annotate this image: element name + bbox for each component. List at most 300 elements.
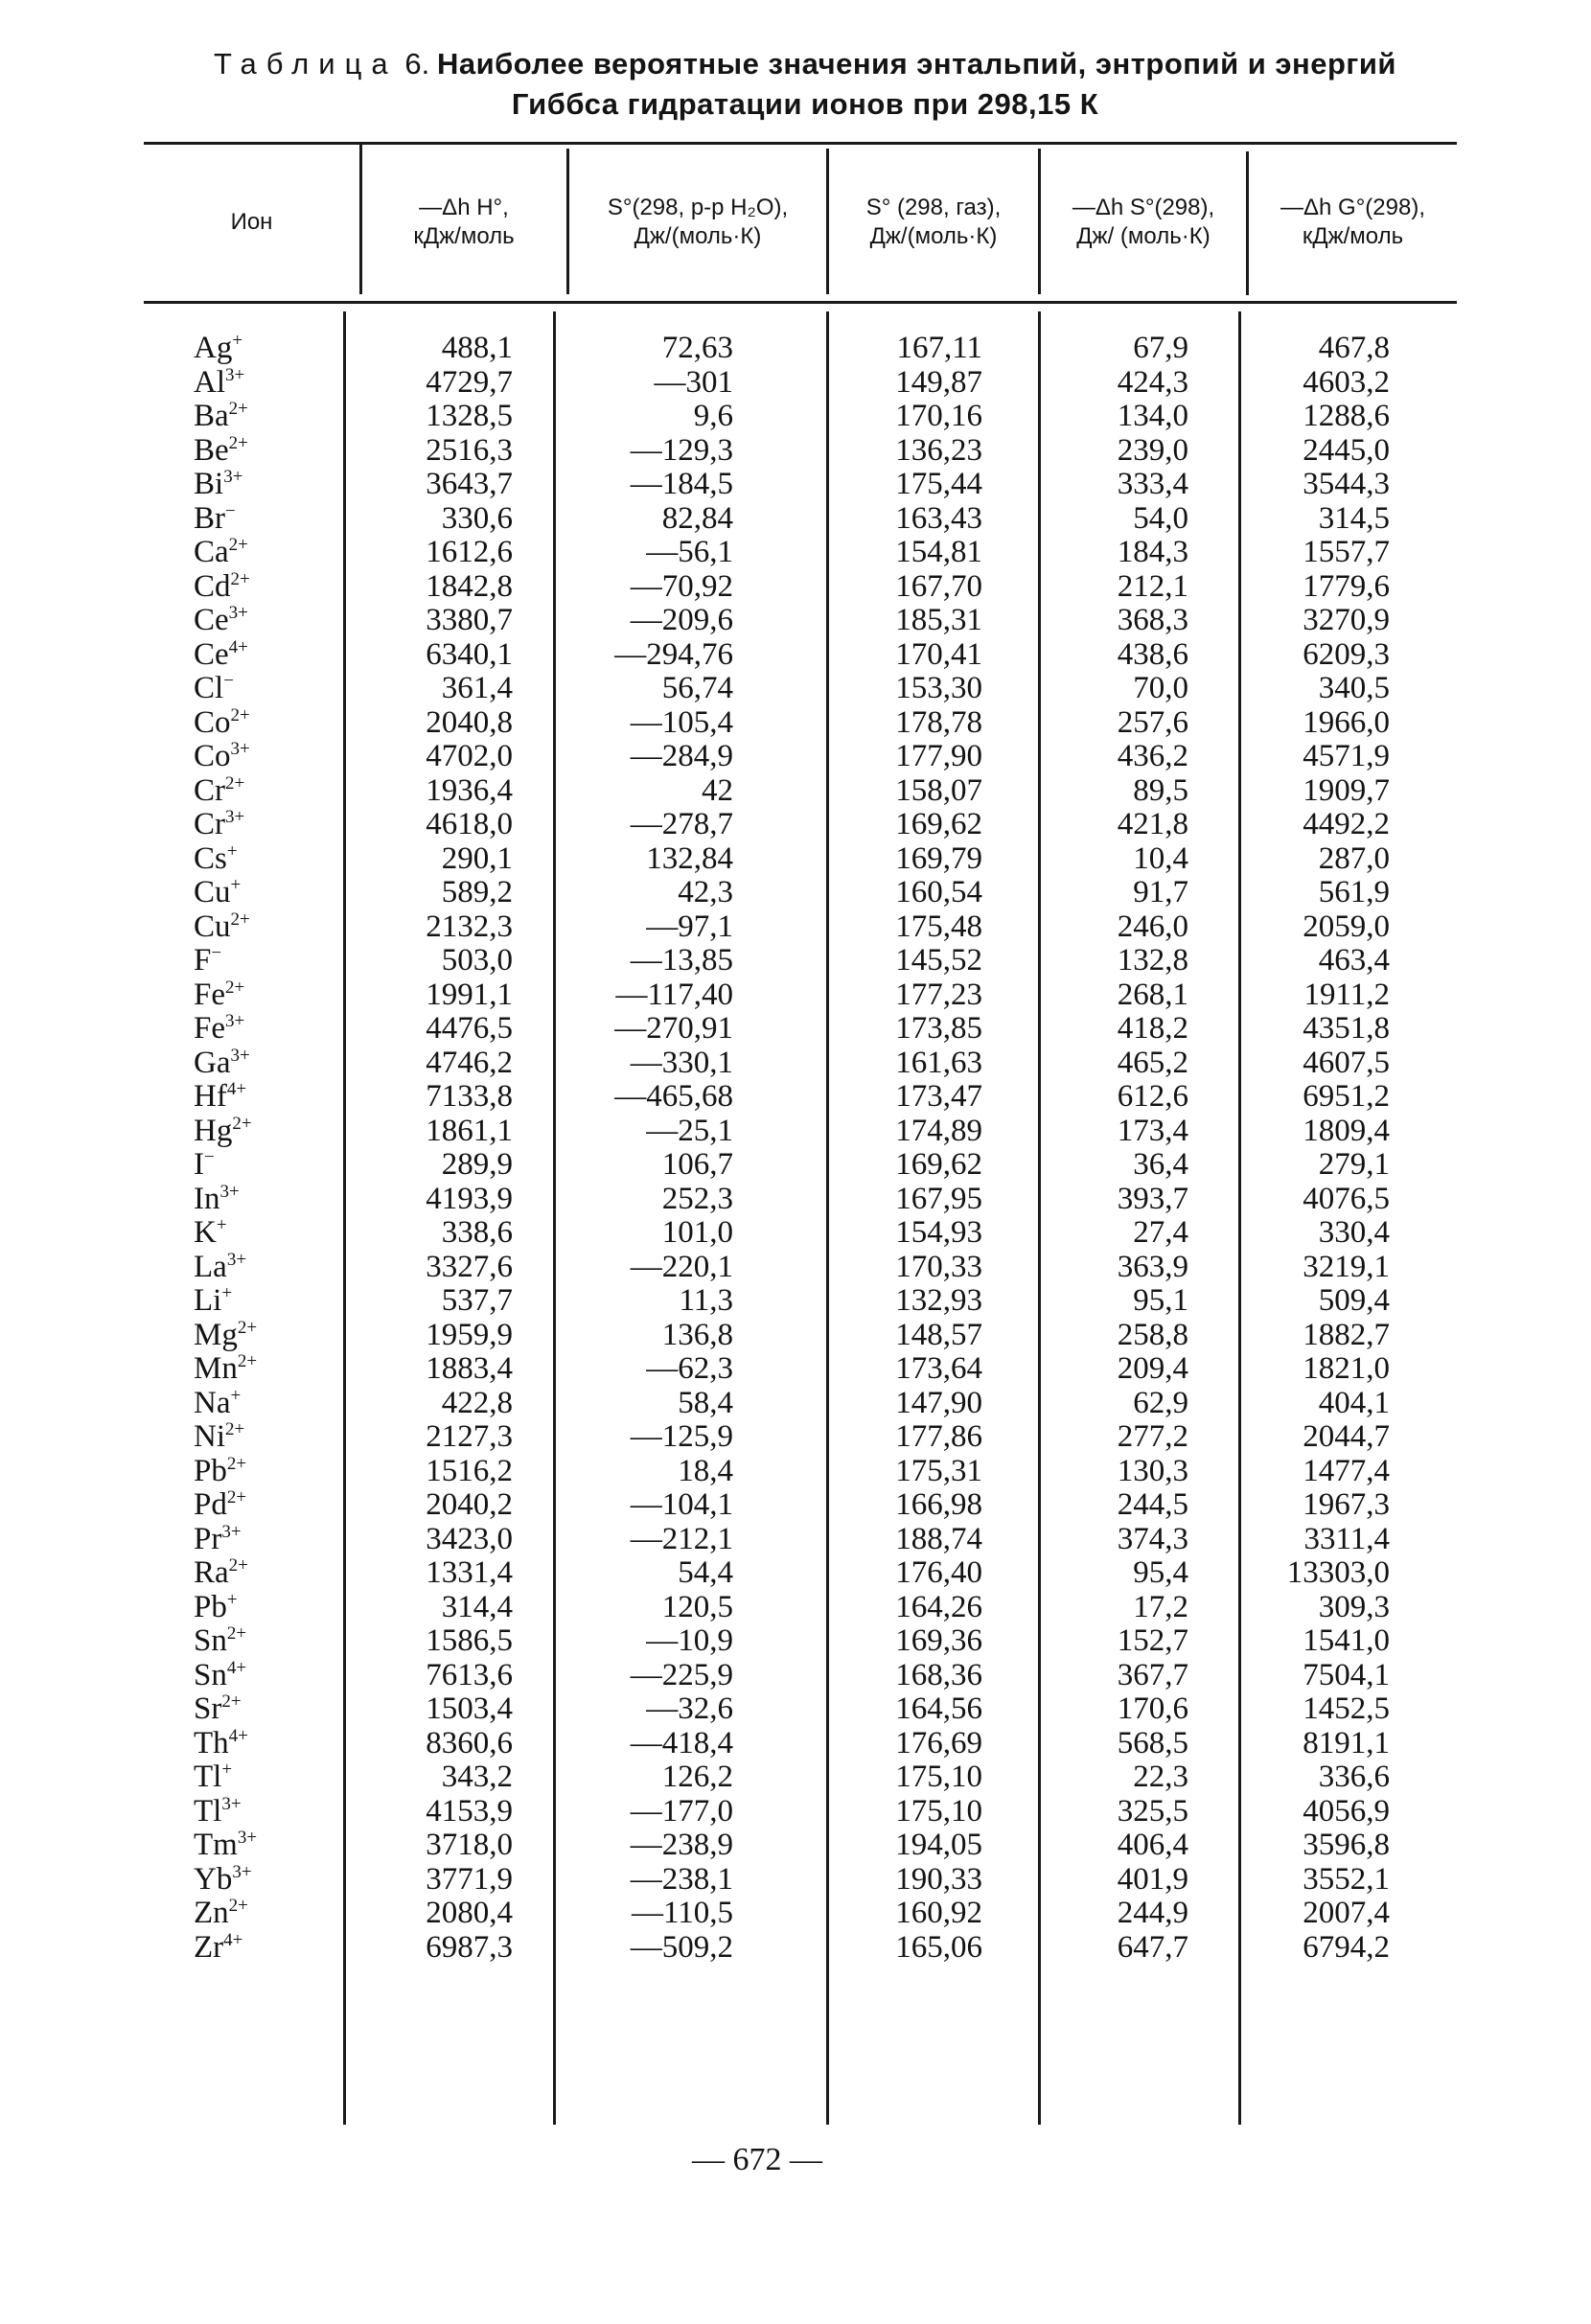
enthalpy-cell: 2040,8 [426,704,513,740]
entropy-gas-cell: 175,10 [895,1760,982,1794]
ion-cell [194,400,337,434]
gibbs-energy-cell: 1288,6 [1303,399,1390,433]
body-divider-5 [1238,311,1241,2125]
enthalpy-cell: 3327,6 [426,1249,513,1284]
enthalpy-cell: 6987,3 [426,1929,513,1965]
gibbs-energy-cell: 4056,9 [1303,1793,1390,1829]
ion-cell [194,842,337,877]
ion-charge: 4+ [228,636,248,657]
ion-symbol: Ca [194,535,229,569]
ion-charge: 2+ [228,1896,248,1916]
ion-charge: 2+ [232,1113,252,1134]
entropy-gas-cell: 175,48 [895,909,982,944]
gibbs-energy-cell: 1909,7 [1303,772,1390,808]
ion-cell [194,706,337,741]
entropy-solution-cell: —209,6 [630,603,733,637]
entropy-solution-cell: —10,9 [646,1623,733,1658]
entropy-solution-cell: 106,7 [661,1147,733,1182]
ion-symbol: Be [194,432,229,468]
ion-cell [194,1591,337,1625]
gibbs-energy-cell: 279,1 [1318,1147,1390,1182]
header-entropy-solution-line1: S°(298, р-р H₂O), [607,195,789,220]
enthalpy-cell: 2040,2 [426,1487,513,1522]
ion-symbol: Ga [194,1045,231,1080]
ion-symbol: Mg [194,1317,238,1352]
ion-charge: 2+ [226,1623,247,1644]
entropy-gas-cell: 154,93 [895,1215,982,1250]
entropy-gas-cell: 178,78 [895,704,982,740]
ion-charge: + [216,1215,227,1235]
entropy-gas-cell: 164,56 [895,1691,982,1726]
hydration-entropy-cell: 70,0 [1133,671,1188,705]
ion-charge: 3+ [219,1181,240,1202]
ion-cell [194,978,337,1013]
entropy-gas-cell: 188,74 [895,1521,982,1556]
entropy-gas-cell: 147,90 [895,1385,982,1420]
header-enthalpy-line1: —Δh H°, [419,195,509,220]
gibbs-energy-cell: 4492,2 [1303,807,1390,841]
ion-symbol: Mn [194,1351,238,1386]
ion-charge: + [221,1760,233,1780]
hydration-entropy-cell: 436,2 [1117,739,1188,773]
ion-charge: 3+ [228,603,248,623]
entropy-gas-cell: 164,26 [895,1589,982,1624]
ion-cell [194,502,337,537]
hydration-entropy-cell: 10,4 [1133,840,1188,876]
hydration-entropy-cell: 647,7 [1117,1929,1188,1965]
enthalpy-column [364,332,513,1965]
entropy-solution-cell: 58,4 [678,1385,733,1420]
ion-symbol: Cu [194,875,231,909]
hydration-entropy-cell: 209,4 [1117,1351,1188,1386]
hydration-entropy-cell: 91,7 [1133,875,1188,909]
entropy-solution-cell: —212,1 [630,1521,733,1556]
gibbs-energy-cell: 467,8 [1318,331,1390,365]
hydration-entropy-cell: 67,9 [1133,331,1188,365]
gibbs-energy-cell: 1541,0 [1303,1623,1390,1658]
gibbs-energy-cell: 336,6 [1318,1760,1390,1794]
entropy-solution-cell: 120,5 [661,1589,733,1624]
ion-charge: + [221,1283,233,1303]
gibbs-energy-cell: 1477,4 [1303,1453,1390,1488]
ion-symbol: Co [194,704,231,740]
entropy-gas-cell: 145,52 [895,943,982,978]
entropy-solution-cell: —25,1 [646,1113,733,1148]
ion-charge: 4+ [226,1079,247,1099]
entropy-gas-cell: 170,33 [895,1249,982,1284]
table-caption [144,44,1466,125]
ion-cell [194,332,337,366]
ion-cell [194,604,337,638]
gibbs-energy-cell: 2059,0 [1303,909,1390,944]
gibbs-energy-cell: 1966,0 [1303,704,1390,740]
ion-charge: 2+ [230,909,250,930]
ion-symbol: Ni [194,1419,225,1454]
entropy-solution-cell: 11,3 [679,1283,733,1318]
enthalpy-cell: 330,6 [441,500,513,536]
ion-cell [194,468,337,502]
gibbs-energy-cell: 1821,0 [1303,1351,1390,1386]
page-number: — 672 — [692,2142,822,2177]
gibbs-energy-cell: 1779,6 [1303,568,1390,604]
ion-charge: 3+ [225,364,245,385]
ion-cell [194,1523,337,1557]
entropy-gas-cell: 169,79 [895,840,982,876]
entropy-solution-cell: 54,4 [678,1555,733,1590]
ion-charge: 4+ [228,1725,248,1746]
hydration-entropy-cell: 62,9 [1133,1385,1188,1420]
hydration-entropy-cell: 130,3 [1117,1453,1188,1488]
ion-symbol: I [194,1147,204,1182]
entropy-gas-cell: 177,86 [895,1419,982,1454]
entropy-gas-cell: 176,69 [895,1725,982,1760]
header-ion-line1: Ион [230,209,273,235]
entropy-solution-cell: —32,6 [646,1691,733,1726]
gibbs-energy-cell: 314,5 [1318,500,1390,536]
enthalpy-cell: 289,9 [441,1147,513,1182]
entropy-gas-cell: 149,87 [895,364,982,400]
ion-cell [194,1863,337,1898]
gibbs-energy-cell: 6951,2 [1303,1079,1390,1114]
ion-cell [194,1352,337,1387]
enthalpy-cell: 1861,1 [426,1113,513,1148]
entropy-gas-cell: 170,16 [895,399,982,433]
entropy-solution-cell: 252,3 [661,1181,733,1216]
enthalpy-cell: 1516,2 [426,1453,513,1488]
ion-symbol: Pb [194,1589,227,1624]
ion-cell [194,1284,337,1319]
ion-charge: 2+ [228,432,248,453]
entropy-gas-cell: 169,62 [895,807,982,841]
ion-cell [194,1659,337,1693]
entropy-gas-cell: 173,64 [895,1351,982,1386]
ion-symbol: Sn [194,1623,227,1658]
entropy-gas-cell: 167,95 [895,1181,982,1216]
hydration-entropy-cell: 368,3 [1117,603,1188,637]
entropy-solution-cell: —238,9 [630,1828,733,1862]
hydration-entropy-cell: 212,1 [1117,568,1188,604]
body-divider-2 [553,311,556,2125]
enthalpy-cell: 2516,3 [426,432,513,468]
entropy-gas-cell: 169,62 [895,1147,982,1182]
ion-symbol: Fe [194,1011,225,1046]
enthalpy-cell: 488,1 [441,331,513,365]
caption-line-2 [144,84,1466,125]
ion-symbol: La [194,1249,227,1284]
ion-cell [194,1183,337,1217]
entropy-solution-cell: —294,76 [614,636,733,672]
enthalpy-cell: 1612,6 [426,535,513,569]
ion-symbol: Tl [194,1793,222,1829]
hydration-entropy-cell: 438,6 [1117,636,1188,672]
ion-charge: 4+ [226,1657,247,1678]
entropy-solution-cell: —278,7 [630,807,733,841]
header-gibbs-energy-line1: —Δh G°(298), [1280,195,1425,220]
hydration-entropy-cell: 406,4 [1117,1828,1188,1862]
entropy-solution-cell: —177,0 [630,1793,733,1829]
enthalpy-cell: 7133,8 [426,1079,513,1114]
entropy-gas-cell: 174,89 [895,1113,982,1148]
enthalpy-cell: 8360,6 [426,1725,513,1760]
ion-cell [194,672,337,706]
gibbs-energy-cell: 3596,8 [1303,1828,1390,1862]
ion-charge: 2+ [225,1419,245,1439]
ion-symbol: K [194,1215,217,1250]
hydration-entropy-cell: 465,2 [1117,1045,1188,1080]
enthalpy-cell: 1959,9 [426,1317,513,1352]
enthalpy-cell: 2127,3 [426,1419,513,1454]
ion-cell [194,570,337,605]
enthalpy-cell: 1586,5 [426,1623,513,1658]
gibbs-energy-cell: 8191,1 [1303,1725,1390,1760]
ion-cell [194,1251,337,1285]
entropy-solution-cell: —509,2 [630,1929,733,1965]
entropy-gas-cell: 168,36 [895,1657,982,1692]
entropy-solution-cell: 82,84 [661,500,733,536]
header-gibbs-energy-line2: кДж/моль [1302,223,1404,249]
enthalpy-cell: 3771,9 [426,1861,513,1897]
entropy-solution-cell: 56,74 [661,671,733,705]
hydration-entropy-cell: 333,4 [1117,467,1188,501]
ion-charge: − [211,943,222,963]
entropy-gas-cell: 194,05 [895,1828,982,1862]
ion-charge: 2+ [237,1317,258,1338]
ion-symbol: Ba [194,399,229,433]
entropy-gas-cell: 173,85 [895,1011,982,1046]
caption-number: 6. [404,47,430,81]
gibbs-energy-cell: 3219,1 [1303,1249,1390,1284]
ion-symbol: Cr [194,807,225,841]
ion-charge: 2+ [228,1555,248,1576]
ion-cell [194,910,337,945]
ion-charge: 2+ [228,535,248,555]
ion-cell [194,1455,337,1489]
entropy-solution-cell: —70,92 [630,568,733,604]
hydration-entropy-cell: 36,4 [1133,1147,1188,1182]
entropy-gas-cell: 167,70 [895,568,982,604]
gibbs-energy-cell: 3544,3 [1303,467,1390,501]
ion-symbol: Pb [194,1453,227,1488]
entropy-gas-cell: 153,30 [895,671,982,705]
ion-symbol: Yb [194,1861,233,1897]
ion-symbol: Ce [194,636,229,672]
ion-cell [194,944,337,978]
enthalpy-cell: 1842,8 [426,568,513,604]
ion-cell [194,1115,337,1149]
hydration-entropy-cell: 22,3 [1133,1760,1188,1794]
hydration-entropy-cell: 134,0 [1117,399,1188,433]
ion-charge: 3+ [221,1521,242,1542]
hydration-entropy-cell: 424,3 [1117,364,1188,400]
hydration-entropy-cell: 421,8 [1117,807,1188,841]
ion-symbol: Na [194,1385,231,1420]
entropy-gas-cell: 176,40 [895,1555,982,1590]
hydration-entropy-cell: 367,7 [1117,1657,1188,1692]
entropy-gas-cell: 163,43 [895,500,982,536]
gibbs-energy-cell: 6209,3 [1303,636,1390,672]
ion-charge: − [204,1147,215,1167]
entropy-solution-cell: —105,4 [630,704,733,740]
enthalpy-cell: 503,0 [441,943,513,978]
gibbs-energy-cell: 4076,5 [1303,1181,1390,1216]
enthalpy-cell: 6340,1 [426,636,513,672]
ion-symbol: Pd [194,1487,227,1522]
entropy-gas-cell: 175,31 [895,1453,982,1488]
entropy-gas-cell: 148,57 [895,1317,982,1352]
ion-charge: 2+ [225,772,245,794]
entropy-solution-cell: —13,85 [630,943,733,978]
entropy-gas-column [829,332,982,1965]
entropy-gas-cell: 132,93 [895,1283,982,1318]
hydration-entropy-cell: 17,2 [1133,1589,1188,1624]
ion-cell [194,536,337,570]
header-bottom-rule [144,301,1457,304]
ion-cell [194,1931,337,1966]
ion-cell [194,774,337,809]
entropy-solution-cell: —465,68 [614,1079,733,1114]
enthalpy-cell: 1991,1 [426,977,513,1012]
ion-symbol: Cl [194,671,224,705]
enthalpy-cell: 3643,7 [426,467,513,501]
entropy-solution-cell: 72,63 [661,331,733,365]
entropy-solution-cell: —117,40 [615,977,733,1012]
ion-charge: 2+ [237,1351,258,1371]
header-entropy-solution [569,146,826,299]
enthalpy-cell: 4153,9 [426,1793,513,1829]
ion-symbol: Co [194,739,231,773]
gibbs-energy-cell: 330,4 [1318,1215,1390,1250]
ion-symbol: Ag [194,331,233,365]
ion-charge: + [232,331,243,351]
gibbs-energy-cell: 1882,7 [1303,1317,1390,1352]
enthalpy-cell: 314,4 [441,1589,513,1624]
ion-symbol: Sr [194,1691,222,1726]
entropy-solution-cell: 132,84 [646,840,733,876]
hydration-entropy-cell: 268,1 [1117,977,1188,1012]
gibbs-energy-column [1246,332,1390,1965]
entropy-gas-cell: 169,36 [895,1623,982,1658]
ion-cell [194,1897,337,1931]
ion-charge: 2+ [228,399,248,419]
ion-charge: 4+ [223,1929,243,1950]
hydration-entropy-cell: 418,2 [1117,1011,1188,1046]
header-hydration-entropy-line1: —Δh S°(298), [1072,195,1215,220]
ion-symbol: Al [194,364,225,400]
ion-symbol: Bi [194,467,224,501]
ion-charge: 2+ [221,1691,242,1712]
header-gibbs-energy [1249,146,1457,299]
hydration-entropy-cell: 277,2 [1117,1419,1188,1454]
entropy-solution-cell: 18,4 [678,1453,733,1488]
entropy-solution-cell: 42,3 [678,875,733,909]
entropy-solution-cell: —110,5 [631,1896,733,1930]
header-hydration-entropy-line2: Дж/ (моль·К) [1076,223,1211,249]
ion-charge: + [226,1589,238,1610]
ion-symbol: Cu [194,909,231,944]
enthalpy-cell: 4193,9 [426,1181,513,1216]
hydration-entropy-cell: 612,6 [1117,1079,1188,1114]
entropy-solution-column [565,332,733,1965]
ion-symbol: Cr [194,772,225,808]
hydration-entropy-cell: 27,4 [1133,1215,1188,1250]
ion-cell [194,1148,337,1183]
gibbs-energy-cell: 2044,7 [1303,1419,1390,1454]
gibbs-energy-cell: 463,4 [1318,943,1390,978]
entropy-solution-cell: —270,91 [614,1011,733,1046]
ion-cell [194,1387,337,1421]
enthalpy-cell: 4476,5 [426,1011,513,1046]
gibbs-energy-cell: 1967,3 [1303,1487,1390,1522]
header-entropy-gas-line2: Дж/(моль·К) [869,223,998,249]
ion-charge: 3+ [223,467,243,487]
ion-cell [194,1216,337,1251]
hydration-entropy-cell: 132,8 [1117,943,1188,978]
ion-symbol: Th [194,1725,229,1760]
hydration-entropy-cell: 95,1 [1133,1283,1188,1318]
ion-symbol: In [194,1181,220,1216]
ion-cell [194,1624,337,1659]
gibbs-energy-cell: 340,5 [1318,671,1390,705]
entropy-solution-cell: 136,8 [661,1317,733,1352]
hydration-entropy-cell: 173,4 [1117,1113,1188,1148]
ion-symbol: F [194,943,212,978]
ion-charge: 3+ [230,1045,250,1066]
ion-charge: 3+ [226,1249,247,1270]
ion-symbol: Br [194,500,225,536]
ion-symbol: Zr [194,1929,224,1965]
entropy-solution-cell: —56,1 [646,535,733,569]
gibbs-energy-cell: 1452,5 [1303,1691,1390,1726]
entropy-gas-cell: 175,44 [895,467,982,501]
entropy-solution-cell: —220,1 [630,1249,733,1284]
entropy-gas-cell: 177,90 [895,739,982,773]
entropy-solution-cell: —418,4 [630,1725,733,1760]
gibbs-energy-cell: 1911,2 [1303,977,1390,1012]
ion-charge: 2+ [226,1453,247,1474]
body-divider-1 [343,311,346,2125]
hydration-entropy-cell: 170,6 [1117,1691,1188,1726]
ion-cell [194,366,337,401]
ion-charge: 3+ [225,1011,245,1031]
ion-cell [194,1760,337,1795]
entropy-solution-cell: —225,9 [630,1657,733,1692]
ion-charge: 3+ [221,1793,242,1814]
gibbs-energy-cell: 509,4 [1318,1283,1390,1318]
caption-text-1: Наиболее вероятные значения энтальпий, энтропий и энергий [436,47,1396,81]
ion-symbol: Tl [194,1760,222,1794]
hydration-entropy-cell: 258,8 [1117,1317,1188,1352]
enthalpy-cell: 4618,0 [426,807,513,841]
enthalpy-cell: 290,1 [441,840,513,876]
hydration-entropy-cell: 363,9 [1117,1249,1188,1284]
enthalpy-cell: 4702,0 [426,739,513,773]
entropy-gas-cell: 185,31 [895,603,982,637]
entropy-gas-cell: 161,63 [895,1045,982,1080]
ion-cell [194,808,337,842]
ion-symbol: Fe [194,977,225,1012]
entropy-solution-cell: —184,5 [630,467,733,501]
enthalpy-cell: 7613,6 [426,1657,513,1692]
ion-symbol: Hf [194,1079,227,1114]
gibbs-energy-cell: 4571,9 [1303,739,1390,773]
ion-cell [194,1420,337,1455]
ion-charge: 3+ [232,1861,252,1882]
caption-label: Таблица [214,47,398,81]
ion-charge: − [225,500,236,521]
hydration-entropy-cell: 152,7 [1117,1623,1188,1658]
ion-cell [194,740,337,774]
gibbs-energy-cell: 7504,1 [1303,1657,1390,1692]
